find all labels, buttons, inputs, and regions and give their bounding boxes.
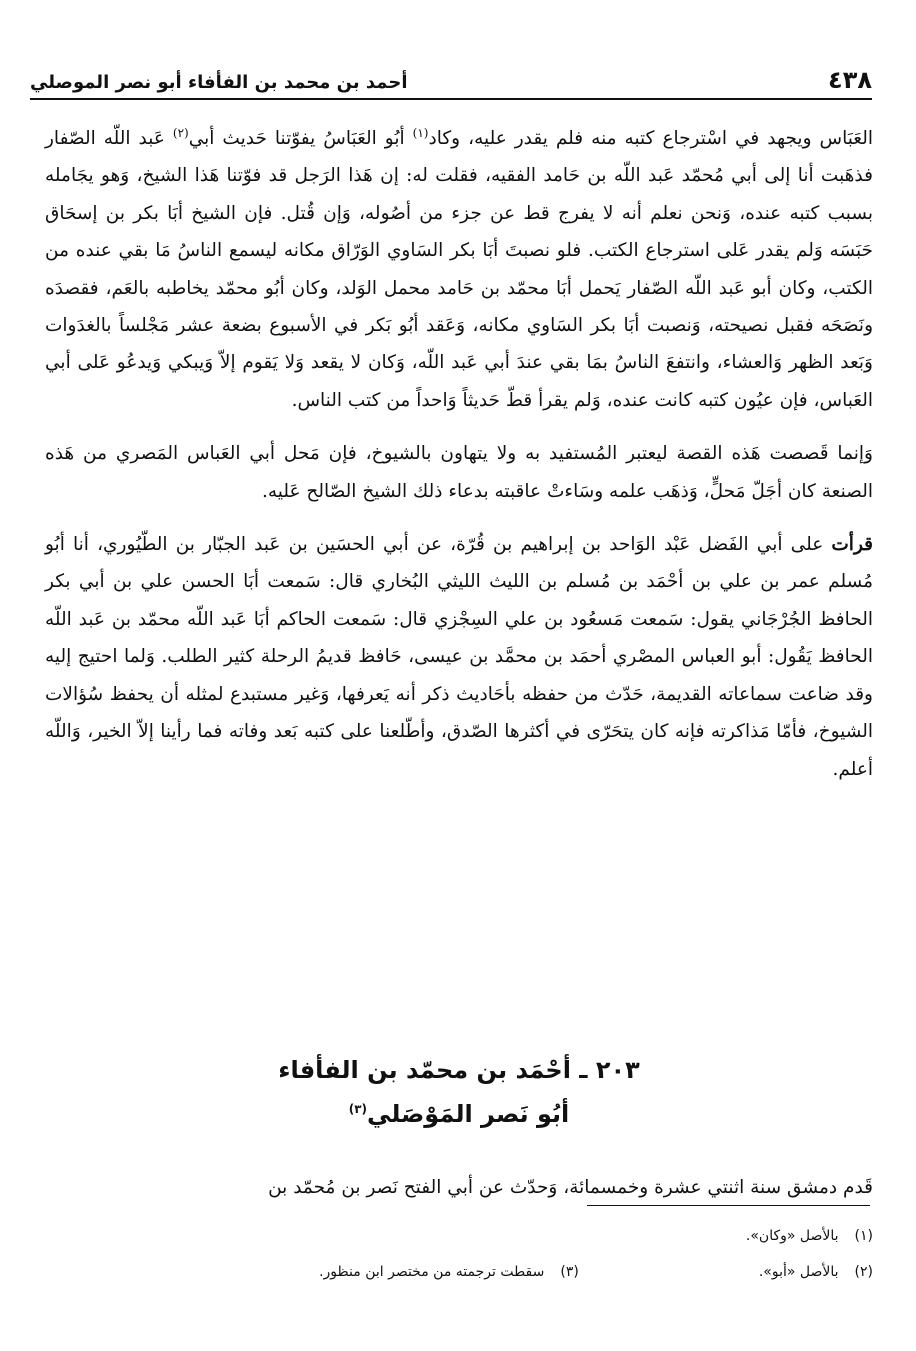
entry-title-name: أبُو نَصر المَوْصَلي — [367, 1100, 570, 1128]
paragraph-1-part-c: عَبد اللّه الصّفار فذهَبت أنا إلى أبي مُحمّد عَبد اللّه بن حَامد الفقيه، فقلت له: إن هَذا الرَجل قد فوّتنا هَذا الشيخ، وَهو يجَامله بسبب كتبه عنده، وَنحن نعلم أنه لا يفرج قط عن جزء من أصُوله، وَإن قُتل. فإن الشيخ أبَا بكر بن إسحَاق حَبَسَه وَلم يقدر عَلى استرجاع الكتب. فلو نصبتَ أبَا بكر السَاوي الوَرّاق مكانه ليسمع الناسُ مَا بقي عنده من الكتب، وكان أبو عَبد اللّه الصّفار يَحمل أبَا محمّد بن حَامد محمل الوَلد، وكان أبُو محمّد يخاطبه بالعَم، فقصدَه ونَصَحَه فقبل نصيحته، وَنصبت أبَا بكر السَاوي مكانه، وَعَقد أبُو بَكر في الأسبوع بضعة عشر مَجْلساً بالغدَوات وَبَعد الظهر وَالعشاء، وانتفعَ الناسُ بمَا بقي عندَ أبي عَبد اللّه، وَكان لا يقعد وَلا يَقوم إلاّ وَيبكي وَيدعُو عَلى أبي العَباس، فإن عيُون كتبه كانت عنده، وَلم يقرأ قطّ حَديثاً وَاحداً من كتب الناس. — [45, 128, 873, 411]
footnote-ref-2: (٢) — [172, 125, 189, 140]
paragraph-1 — [45, 120, 873, 419]
running-title: أحمد بن محمد بن الفأفاء أبو نصر الموصلي — [30, 72, 408, 93]
paragraph-3-text: على أبي الفَضل عَبْد الوَاحد بن إبراهيم بن قُرّة، عن أبي الحسَين بن عَبد الجبّار بن الطّيُوري، أنا أبُو مُسلم عمر بن علي بن أحْمَد بن مُسلم بن الليث الليثي البُخاري قال: سَمعت أبَا الحسن علي بن أبي بكر الحافظ الجُرْجَاني يقول: سَمعت مَسعُود بن علي السِجْزي قال: سَمعت الحاكم أبَا عَبد اللّه محمّد بن عَبد اللّه الحافظ يَقُول: أبو العباس المصْري أحمَد بن محمَّد بن عيسى، حَافظ قديمُ الرحلة كثير الطلب. وَلما احتيج إليه وقد ضاعت سماعاته القديمة، حَدّث من حفظه بأحَاديث ذكر أنه يَعرفها، وَغير مستبدع لمثله أن يحفظ سُؤالات الشيوخ، فأمّا مَذاكرته فإنه كان يتحَرّى في أكثرها الصّدق، وأطّلعنا على كتبه بَعد وفاته فما رأينا إلاّ الخير، وَاللّه أعلم. — [45, 534, 873, 780]
page-header — [30, 56, 872, 100]
footnote-1-text: بالأصل «وكان». — [745, 1228, 839, 1244]
footnote-ref-1: (١) — [412, 125, 429, 140]
paragraph-1-part-b: أبُو العَبَاسُ يفوّتنا حَديث أبي — [188, 128, 413, 149]
footnote-ref-3: (٣) — [348, 1102, 368, 1116]
footnote-3 — [319, 1254, 579, 1290]
entry-title-line-2 — [45, 1092, 873, 1136]
footnote-2 — [759, 1254, 873, 1290]
entry-text: قَدم دمشق سنة اثنتي عشرة وخمسمائة، وَحدّث عن أبي الفتح نَصر بن مُحمّد بن — [268, 1176, 873, 1198]
paragraph-3-lead-word: قرأت — [831, 534, 873, 556]
main-text — [45, 120, 873, 788]
page-number: ٤٣٨ — [828, 66, 872, 94]
footnote-separator — [587, 1205, 870, 1206]
paragraph-2: وَإنما قَصصت هَذه القصة ليعتبر المُستفيد به ولا يتهاون بالشيوخ، فإن مَحل أبي العَباس المَصري من هَذه الصنعة كان أجَلّ مَحلٍّ، وَذهَب علمه وسَاءتْ عاقبته بدعاء ذلك الشيخ الصّالح عَليه. — [45, 443, 873, 502]
footnotes — [45, 1218, 873, 1290]
footnote-3-number: (٣) — [560, 1264, 579, 1280]
entry-title-line-1: ٢٠٣ ـ أحْمَد بن محمّد بن الفأفاء — [278, 1056, 640, 1084]
footnote-2-number: (٢) — [854, 1264, 873, 1280]
paragraph-3 — [45, 526, 873, 788]
paragraph-1-part-a: العَبَاس ويجهد في اسْترجاع كتبه منه فلم يقدر عليه، وكاد — [428, 128, 874, 149]
footnote-1 — [746, 1218, 873, 1254]
footnote-3-text: سقطت ترجمته من مختصر ابن منظور. — [319, 1264, 545, 1280]
footnote-2-text: بالأصل «أبو». — [758, 1264, 839, 1280]
footnote-row-1 — [45, 1218, 873, 1254]
footnote-1-number: (١) — [854, 1228, 873, 1244]
entry-heading — [45, 1048, 873, 1136]
footnote-row-2 — [45, 1254, 873, 1290]
